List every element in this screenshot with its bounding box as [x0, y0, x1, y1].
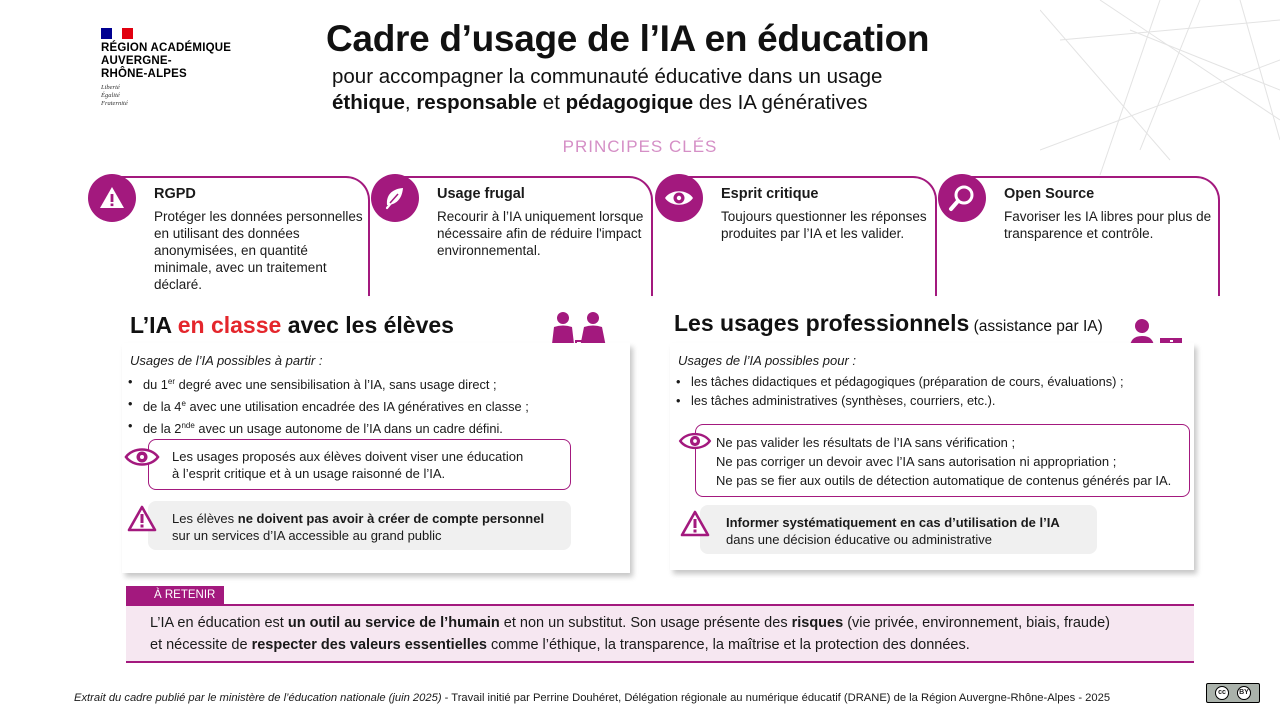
retenir-part: et non un substitut. Son usage présente des: [499, 615, 792, 631]
warning-bold: Informer systématiquement en cas d’utilisation de l’IA: [726, 515, 1060, 530]
subtitle-end: des IA génératives: [693, 91, 868, 114]
subtitle-sep: ,: [404, 91, 417, 114]
list-item: • les tâches administratives (synthèses, courriers, etc.).: [674, 391, 1124, 410]
license-badge[interactable]: [1206, 683, 1260, 703]
footer-author: - Travail initié par Perrine Douhéret, Délégation régionale au numérique éducatif (DRANE) de la Région Auvergne-Rhône-Alpes - 2025: [441, 692, 1111, 704]
retenir-part: comme l’éthique, la transparence, la maîtrise et la protection des données.: [486, 637, 970, 653]
list-item: [126, 394, 529, 416]
cc-icon: cc: [1215, 686, 1229, 700]
eye-text-line: à l’esprit critique et à un usage raisonné de l’IA.: [172, 466, 446, 481]
bullet-text: de la 4: [143, 399, 182, 414]
subtitle-bold-ethique: éthique: [332, 91, 405, 114]
warning-line: dans une décision éducative ou administrative: [726, 532, 992, 547]
bullet-text: degré avec une sensibilisation à l’IA, sans usage direct ;: [175, 377, 497, 392]
principle-title: Esprit critique: [721, 186, 819, 202]
subtitle-line1: pour accompagner la communauté éducative dans un usage: [332, 65, 883, 88]
pro-panel: [670, 343, 1194, 570]
subtitle-sep: et: [537, 91, 566, 114]
principle-text: Recourir à l’IA uniquement lorsque nécessaire afin de réduire l'impact environnemental.: [437, 209, 644, 258]
warning-bold: ne doivent pas avoir à créer de compte personnel: [237, 511, 545, 526]
classe-warning-text: [172, 510, 544, 544]
pro-intro: Usages de l’IA possibles pour :: [678, 353, 857, 368]
pro-section-title: [674, 310, 1103, 337]
classe-panel: [122, 343, 630, 573]
warning-icon: [127, 505, 157, 532]
bullet-text: du 1: [143, 377, 168, 392]
eye-text-line: Ne pas valider les résultats de l’IA sans vérification ;: [716, 435, 1016, 450]
warning-icon: [680, 510, 710, 537]
classe-intro: Usages de l’IA possibles à partir :: [130, 353, 323, 368]
classe-bullets: [126, 372, 529, 438]
list-item: [126, 372, 529, 394]
retenir-part: et nécessite de: [150, 637, 252, 653]
warning-icon: [88, 174, 136, 222]
subtitle-bold-pedagogique: pédagogique: [565, 91, 694, 114]
retenir-bold: un outil au service de l’humain: [287, 615, 500, 631]
classe-title-part: avec les élèves: [281, 312, 454, 338]
footer-credit: [74, 692, 1110, 704]
retenir-box: [126, 604, 1194, 663]
principle-title: Usage frugal: [437, 186, 525, 202]
retenir-part: L’IA en éducation est: [150, 615, 288, 631]
bullet-text: avec une utilisation encadrée des IA génératives en classe ;: [185, 399, 529, 414]
eye-icon: [678, 429, 712, 453]
eye-text-line: Ne pas se fier aux outils de détection automatique de contenus générés par IA.: [716, 473, 1172, 488]
principle-card-frugal: [395, 176, 653, 296]
eye-text-line: Les usages proposés aux élèves doivent viser une éducation: [172, 449, 524, 464]
list-item: • les tâches didactiques et pédagogiques (préparation de cours, évaluations) ;: [674, 372, 1124, 391]
leaf-icon: [371, 174, 419, 222]
retenir-text: [150, 612, 1110, 656]
subtitle-bold-responsable: responsable: [416, 91, 538, 114]
bullet-sup: nde: [181, 421, 195, 430]
eye-text-line: Ne pas corriger un devoir avec l’IA sans autorisation ni appropriation ;: [716, 454, 1117, 469]
eye-icon: [124, 444, 160, 470]
marianne-flag: [101, 28, 133, 39]
subtitle-line2: [332, 90, 882, 116]
warning-line: sur un services d’IA accessible au grand public: [172, 528, 442, 543]
classe-title-part: L’IA: [130, 312, 178, 338]
principle-card-open-source: [962, 176, 1220, 296]
pro-eye-text: [716, 433, 1171, 490]
classe-section-title: [130, 312, 454, 339]
warning-line: [726, 514, 1060, 531]
retenir-bold: respecter des valeurs essentielles: [251, 637, 487, 653]
warning-text: Les élèves: [172, 511, 238, 526]
by-icon: BY: [1237, 686, 1251, 700]
pro-bullets: [674, 372, 1124, 410]
principle-text: Toujours questionner les réponses produites par l’IA et les valider.: [721, 209, 927, 241]
classe-eye-text: [172, 448, 523, 482]
pro-title: Les usages professionnels: [674, 310, 970, 336]
retenir-bold: risques: [791, 615, 844, 631]
principle-title: RGPD: [154, 186, 196, 202]
region-logo: [101, 28, 251, 108]
magnifier-icon: [938, 174, 986, 222]
eye-icon: [655, 174, 703, 222]
warning-line: [172, 510, 544, 527]
retenir-tag: À RETENIR: [126, 586, 224, 604]
page-title: Cadre d’usage de l’IA en éducation: [326, 18, 930, 59]
pro-warning-text: [726, 514, 1060, 548]
principle-text: Protéger les données personnelles en utilisant des données anonymisées, en quantité minimale, avec un traitement déclaré.: [154, 209, 363, 292]
bullet-sup: e: [181, 399, 186, 408]
retenir-line: [150, 634, 1110, 656]
bullet-text: avec un usage autonome de l’IA dans un cadre défini.: [194, 421, 503, 436]
bullet-text: de la 2: [143, 421, 182, 436]
retenir-part: (vie privée, environnement, biais, fraude): [843, 615, 1110, 631]
bullet-sup: er: [167, 377, 176, 386]
pro-title-small: (assistance par IA): [969, 318, 1103, 335]
principle-card-esprit-critique: [679, 176, 937, 296]
footer-source: Extrait du cadre publié par le ministère de l’éducation nationale (juin 2025): [74, 692, 442, 704]
principle-text: Favoriser les IA libres pour plus de transparence et contrôle.: [1004, 209, 1212, 241]
principle-title: Open Source: [1004, 186, 1095, 202]
list-item: [126, 416, 529, 438]
logo-name: RÉGION ACADÉMIQUE AUVERGNE- RHÔNE-ALPES: [101, 42, 232, 80]
logo-motto: Liberté Égalité Fraternité: [101, 84, 128, 107]
classe-title-red: en classe: [177, 312, 282, 338]
principles-heading: PRINCIPES CLÉS: [562, 137, 718, 156]
principle-card-rgpd: [112, 176, 370, 296]
page-subtitle: [332, 64, 882, 116]
retenir-line: [150, 612, 1110, 634]
